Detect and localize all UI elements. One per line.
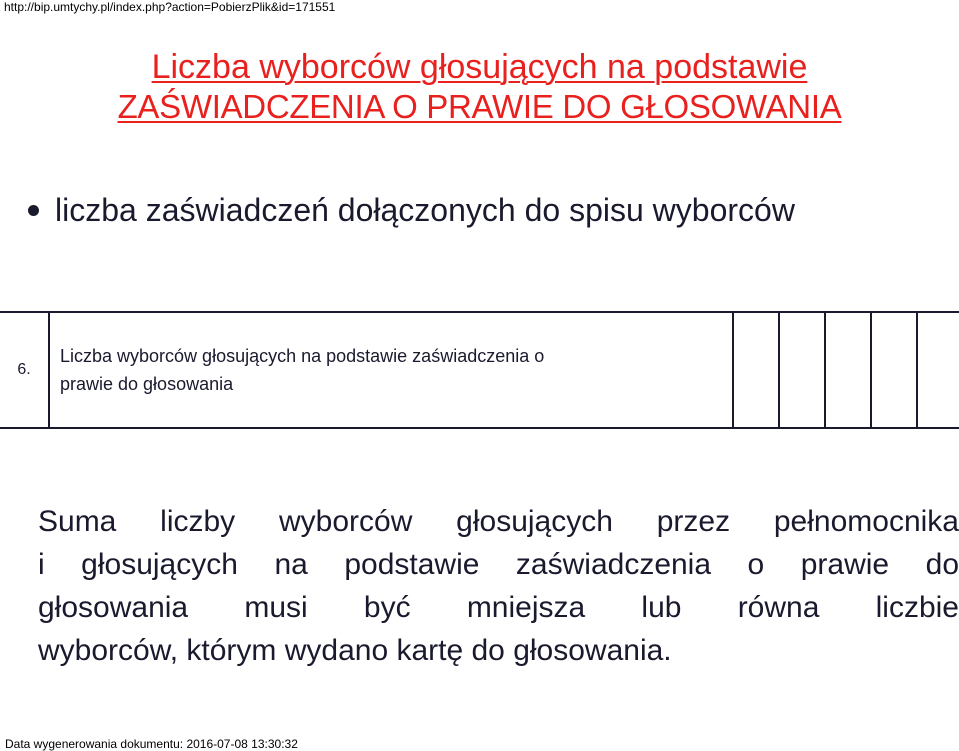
summary-line-2: i głosujących na podstawie zaświadczenia o prawie do	[38, 548, 959, 581]
row-description	[49, 312, 733, 428]
summary-line-3: głosowania musi być mniejsza lub równa liczbie	[38, 591, 959, 624]
summary-line-4: wyborców, którym wydano kartę do głosowania.	[38, 634, 672, 667]
row-description-line-2: prawie do głosowania	[60, 374, 234, 394]
title-line-2: ZAŚWIADCZENIA O PRAWIE DO GŁOSOWANIA	[117, 88, 842, 125]
digit-box-1	[733, 312, 779, 428]
digit-box-2	[779, 312, 825, 428]
protocol-row-table	[0, 311, 959, 429]
digit-box-5	[917, 312, 959, 428]
bullet-item	[28, 192, 795, 229]
source-url: http://bip.umtychy.pl/index.php?action=PobierzPlik&id=171551	[4, 0, 336, 14]
table-row	[0, 312, 959, 428]
row-number: 6.	[0, 312, 49, 428]
summary-line-1: Suma liczby wyborców głosujących przez pełnomocnika	[38, 505, 959, 538]
title-line-1: Liczba wyborców głosujących na podstawie	[151, 48, 808, 86]
generation-date: Data wygenerowania dokumentu: 2016-07-08 13:30:32	[5, 737, 298, 751]
digit-box-4	[871, 312, 917, 428]
bullet-text: liczba zaświadczeń dołączonych do spisu wyborców	[55, 192, 795, 228]
digit-box-3	[825, 312, 871, 428]
summary-paragraph	[38, 500, 959, 672]
row-description-line-1: Liczba wyborców głosujących na podstawie zaświadczenia o	[60, 346, 545, 366]
bullet-dot-icon	[28, 205, 39, 216]
